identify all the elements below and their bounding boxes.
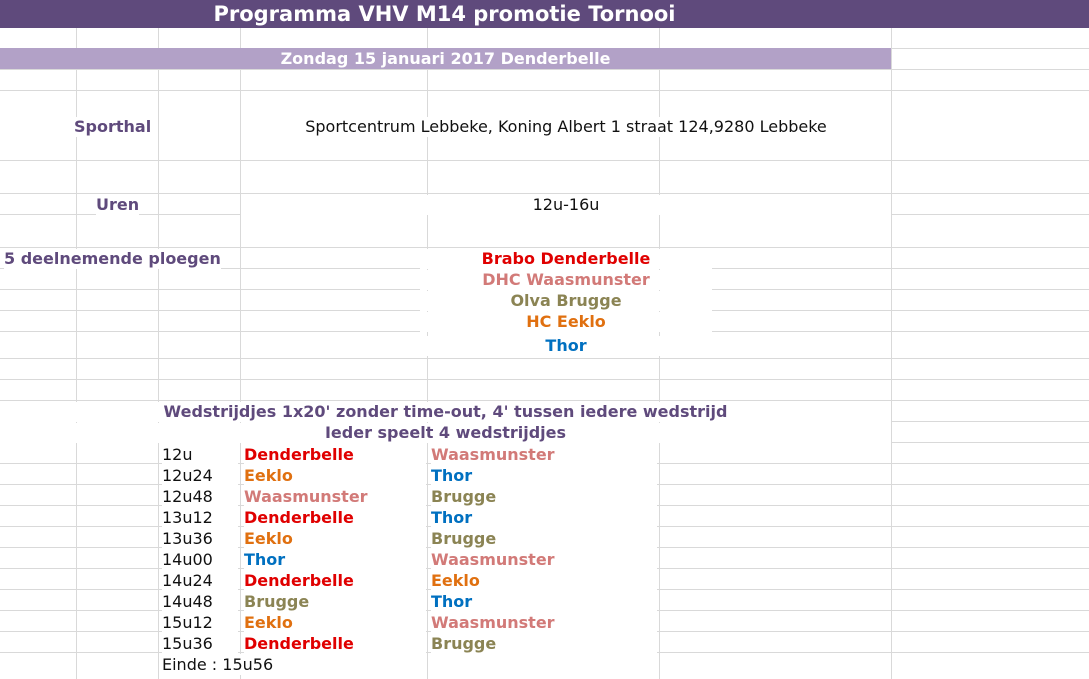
match-time: 12u48 xyxy=(162,486,238,507)
match-home-team: Eeklo xyxy=(244,465,426,486)
uren-label: Uren xyxy=(96,195,140,214)
grid-hline xyxy=(0,90,1089,91)
team-dhc-waasmunster: DHC Waasmunster xyxy=(420,270,712,290)
match-away-team: Brugge xyxy=(431,633,657,654)
match-time: 12u xyxy=(162,444,238,465)
matches-per-team-text: Ieder speelt 4 wedstrijdjes xyxy=(0,423,891,443)
match-home-team: Denderbelle xyxy=(244,444,426,465)
date-venue-banner: Zondag 15 januari 2017 Denderbelle xyxy=(0,48,891,69)
end-time: Einde : 15u56 xyxy=(162,655,274,674)
match-home-team: Denderbelle xyxy=(244,633,426,654)
match-time: 12u24 xyxy=(162,465,238,486)
match-away-team: Waasmunster xyxy=(431,612,657,633)
match-time: 14u48 xyxy=(162,591,238,612)
match-home-team: Denderbelle xyxy=(244,570,426,591)
match-time: 13u12 xyxy=(162,507,238,528)
grid-vline xyxy=(891,28,892,679)
match-time: 15u12 xyxy=(162,612,238,633)
match-away-team: Waasmunster xyxy=(431,549,657,570)
grid-vline xyxy=(158,28,159,679)
grid-hline xyxy=(0,247,1089,248)
match-time: 14u24 xyxy=(162,570,238,591)
match-home-team: Thor xyxy=(244,549,426,570)
grid-hline xyxy=(0,69,1089,70)
grid-hline xyxy=(0,358,1089,359)
team-brabo-denderbelle: Brabo Denderbelle xyxy=(420,249,712,269)
match-away-team: Brugge xyxy=(431,486,657,507)
match-away-team: Waasmunster xyxy=(431,444,657,465)
grid-hline xyxy=(0,379,1089,380)
match-home-team: Eeklo xyxy=(244,612,426,633)
match-time: 15u36 xyxy=(162,633,238,654)
match-away-team: Brugge xyxy=(431,528,657,549)
page-title: Programma VHV M14 promotie Tornooi xyxy=(0,0,1089,28)
match-time: 13u36 xyxy=(162,528,238,549)
match-away-team: Eeklo xyxy=(431,570,657,591)
grid-hline xyxy=(0,193,1089,194)
team-thor: Thor xyxy=(420,336,712,356)
uren-value: 12u-16u xyxy=(241,195,891,215)
match-away-team: Thor xyxy=(431,507,657,528)
teams-label: 5 deelnemende ploegen xyxy=(4,249,221,268)
match-away-team: Thor xyxy=(431,591,657,612)
match-home-team: Waasmunster xyxy=(244,486,426,507)
team-hc-eeklo: HC Eeklo xyxy=(420,312,712,332)
match-time: 14u00 xyxy=(162,549,238,570)
match-away-team: Thor xyxy=(431,465,657,486)
match-home-team: Eeklo xyxy=(244,528,426,549)
sporthal-label: Sporthal xyxy=(74,117,152,136)
match-rules-text: Wedstrijdjes 1x20' zonder time-out, 4' tussen iedere wedstrijd xyxy=(0,402,891,422)
team-olva-brugge: Olva Brugge xyxy=(420,291,712,311)
grid-hline xyxy=(0,160,1089,161)
match-home-team: Brugge xyxy=(244,591,426,612)
grid-hline xyxy=(0,400,1089,401)
sporthal-address: Sportcentrum Lebbeke, Koning Albert 1 straat 124,9280 Lebbeke xyxy=(241,117,891,137)
match-home-team: Denderbelle xyxy=(244,507,426,528)
